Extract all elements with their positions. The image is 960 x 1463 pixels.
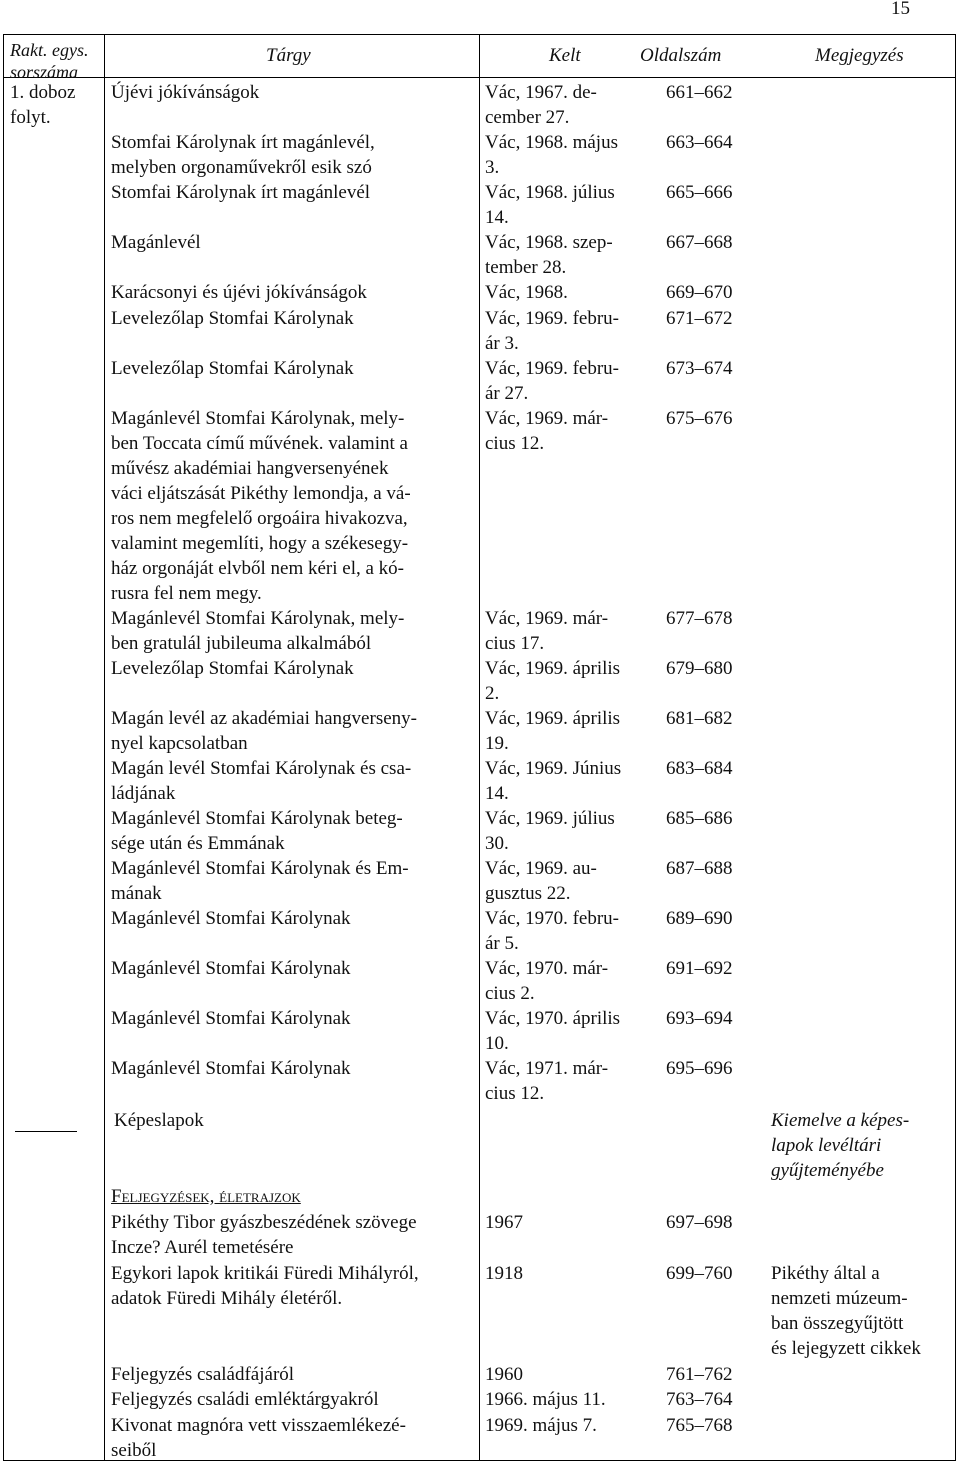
row-oldalszam: 693–694	[666, 1008, 733, 1029]
column-divider	[104, 35, 105, 1460]
row-oldalszam: 671–672	[666, 308, 733, 329]
note-kelt: 1960	[485, 1364, 523, 1385]
row-kelt: Vác, 1969. már- cius 17.	[485, 608, 609, 654]
row-kelt: Vác, 1970. április 10.	[485, 1008, 621, 1054]
note-kelt: 1967	[485, 1212, 523, 1233]
row-oldalszam: 683–684	[666, 758, 733, 779]
row-kelt: Vác, 1967. de- cember 27.	[485, 82, 597, 128]
note-targy: Kivonat magnóra vett visszaemlékezé- seiből	[111, 1415, 406, 1461]
row-kelt: Vác, 1969. április 19.	[485, 708, 621, 754]
row-oldalszam: 695–696	[666, 1058, 733, 1079]
row-kelt: Vác, 1969. április 2.	[485, 658, 621, 704]
note-oldalszam: 765–768	[666, 1415, 733, 1436]
row-targy: Magánlevél Stomfai Károlynak	[111, 1058, 351, 1079]
row-oldalszam: 681–682	[666, 708, 733, 729]
row-targy: Magánlevél Stomfai Károlynak	[111, 958, 351, 979]
box-label: 1. doboz folyt.	[10, 82, 76, 128]
row-oldalszam: 667–668	[666, 232, 733, 253]
row-kelt: Vác, 1969. febru- ár 3.	[485, 308, 620, 354]
row-oldalszam: 687–688	[666, 858, 733, 879]
row-targy: Levelezőlap Stomfai Károlynak	[111, 308, 354, 329]
section-title: Feljegyzések, életrajzok	[111, 1186, 301, 1207]
row-targy: Levelezőlap Stomfai Károlynak	[111, 358, 354, 379]
row-targy: Magánlevél Stomfai Károlynak, mely- ben gratulál jubileuma alkalmából	[111, 608, 405, 654]
header-sorszam: Rakt. egys. sorszáma	[10, 40, 89, 82]
row-targy: Magánlevél Stomfai Károlynak beteg- sége után és Emmának	[111, 808, 403, 854]
page-number: 15	[891, 0, 910, 19]
row-oldalszam: 691–692	[666, 958, 733, 979]
kepeslapok-note: Kiemelve a képes- lapok levéltári gyűjteményébe	[771, 1110, 910, 1181]
row-kelt: Vác, 1970. már- cius 2.	[485, 958, 609, 1004]
header-kelt: Kelt	[549, 45, 581, 66]
header-megjegyzes: Megjegyzés	[815, 45, 904, 66]
row-oldalszam: 679–680	[666, 658, 733, 679]
row-targy: Magánlevél Stomfai Károlynak	[111, 1008, 351, 1029]
dash-mark	[15, 1131, 77, 1132]
note-kelt: 1918	[485, 1263, 523, 1284]
note-targy: Egykori lapok kritikái Füredi Mihályról, adatok Füredi Mihály életéről.	[111, 1263, 419, 1309]
note-oldalszam: 761–762	[666, 1364, 733, 1385]
row-targy: Magánlevél Stomfai Károlynak	[111, 908, 351, 929]
row-targy: Magán levél az akadémiai hangverseny- nyel kapcsolatban	[111, 708, 417, 754]
row-targy: Újévi jókívánságok	[111, 82, 260, 103]
row-targy: Levelezőlap Stomfai Károlynak	[111, 658, 354, 679]
note-targy: Pikéthy Tibor gyászbeszédének szövege Incze? Aurél temetésére	[111, 1212, 417, 1258]
row-kelt: Vác, 1968.	[485, 282, 568, 303]
row-targy: Magánlevél Stomfai Károlynak, mely- ben Toccata című művének. valamint a művész akadémiai hangversenyének váci eljátszását Pikéthy lemondja, a vá- ros nem megfelelő orgoáira hivakozva, valamint megemlíti, hogy a székesegy- ház orgonáját elvből nem kéri el, a kó- rusra fel nem megy.	[111, 408, 411, 604]
note-targy: Feljegyzés családi emléktárgyakról	[111, 1389, 379, 1410]
row-kelt: Vác, 1969. au- gusztus 22.	[485, 858, 597, 904]
row-oldalszam: 665–666	[666, 182, 733, 203]
row-oldalszam: 673–674	[666, 358, 733, 379]
row-targy: Magánlevél Stomfai Károlynak és Em- mának	[111, 858, 409, 904]
row-oldalszam: 685–686	[666, 808, 733, 829]
note-oldalszam: 699–760	[666, 1263, 733, 1284]
row-kelt: Vác, 1969. Június 14.	[485, 758, 622, 804]
row-oldalszam: 675–676	[666, 408, 733, 429]
row-kelt: Vác, 1969. már- cius 12.	[485, 408, 609, 454]
row-oldalszam: 661–662	[666, 82, 733, 103]
header-targy: Tárgy	[266, 45, 311, 66]
kepeslapok-targy: Képeslapok	[114, 1110, 204, 1131]
header-oldalszam: Oldalszám	[640, 45, 722, 66]
note-kelt: 1966. május 11.	[485, 1389, 606, 1410]
row-oldalszam: 677–678	[666, 608, 733, 629]
row-kelt: Vác, 1968. május 3.	[485, 132, 618, 178]
row-oldalszam: 663–664	[666, 132, 733, 153]
row-targy: Magán levél Stomfai Károlynak és csa- ládjának	[111, 758, 412, 804]
row-oldalszam: 689–690	[666, 908, 733, 929]
inventory-table	[3, 34, 956, 1461]
column-divider	[479, 35, 480, 1460]
row-kelt: Vác, 1970. febru- ár 5.	[485, 908, 620, 954]
row-kelt: Vác, 1968. július 14.	[485, 182, 615, 228]
row-targy: Stomfai Károlynak írt magánlevél	[111, 182, 371, 203]
row-kelt: Vác, 1969. július 30.	[485, 808, 615, 854]
note-oldalszam: 763–764	[666, 1389, 733, 1410]
row-oldalszam: 669–670	[666, 282, 733, 303]
row-targy: Stomfai Károlynak írt magánlevél, melyben orgonaművekről esik szó	[111, 132, 375, 178]
row-targy: Karácsonyi és újévi jókívánságok	[111, 282, 367, 303]
note-megjegyzes: Pikéthy által a nemzeti múzeum- ban összegyűjtött és lejegyzett cikkek	[771, 1263, 921, 1359]
note-kelt: 1969. május 7.	[485, 1415, 597, 1436]
note-oldalszam: 697–698	[666, 1212, 733, 1233]
row-kelt: Vác, 1971. már- cius 12.	[485, 1058, 609, 1104]
note-targy: Feljegyzés családfájáról	[111, 1364, 295, 1385]
row-kelt: Vác, 1968. szep- tember 28.	[485, 232, 613, 278]
row-targy: Magánlevél	[111, 232, 201, 253]
row-kelt: Vác, 1969. febru- ár 27.	[485, 358, 620, 404]
